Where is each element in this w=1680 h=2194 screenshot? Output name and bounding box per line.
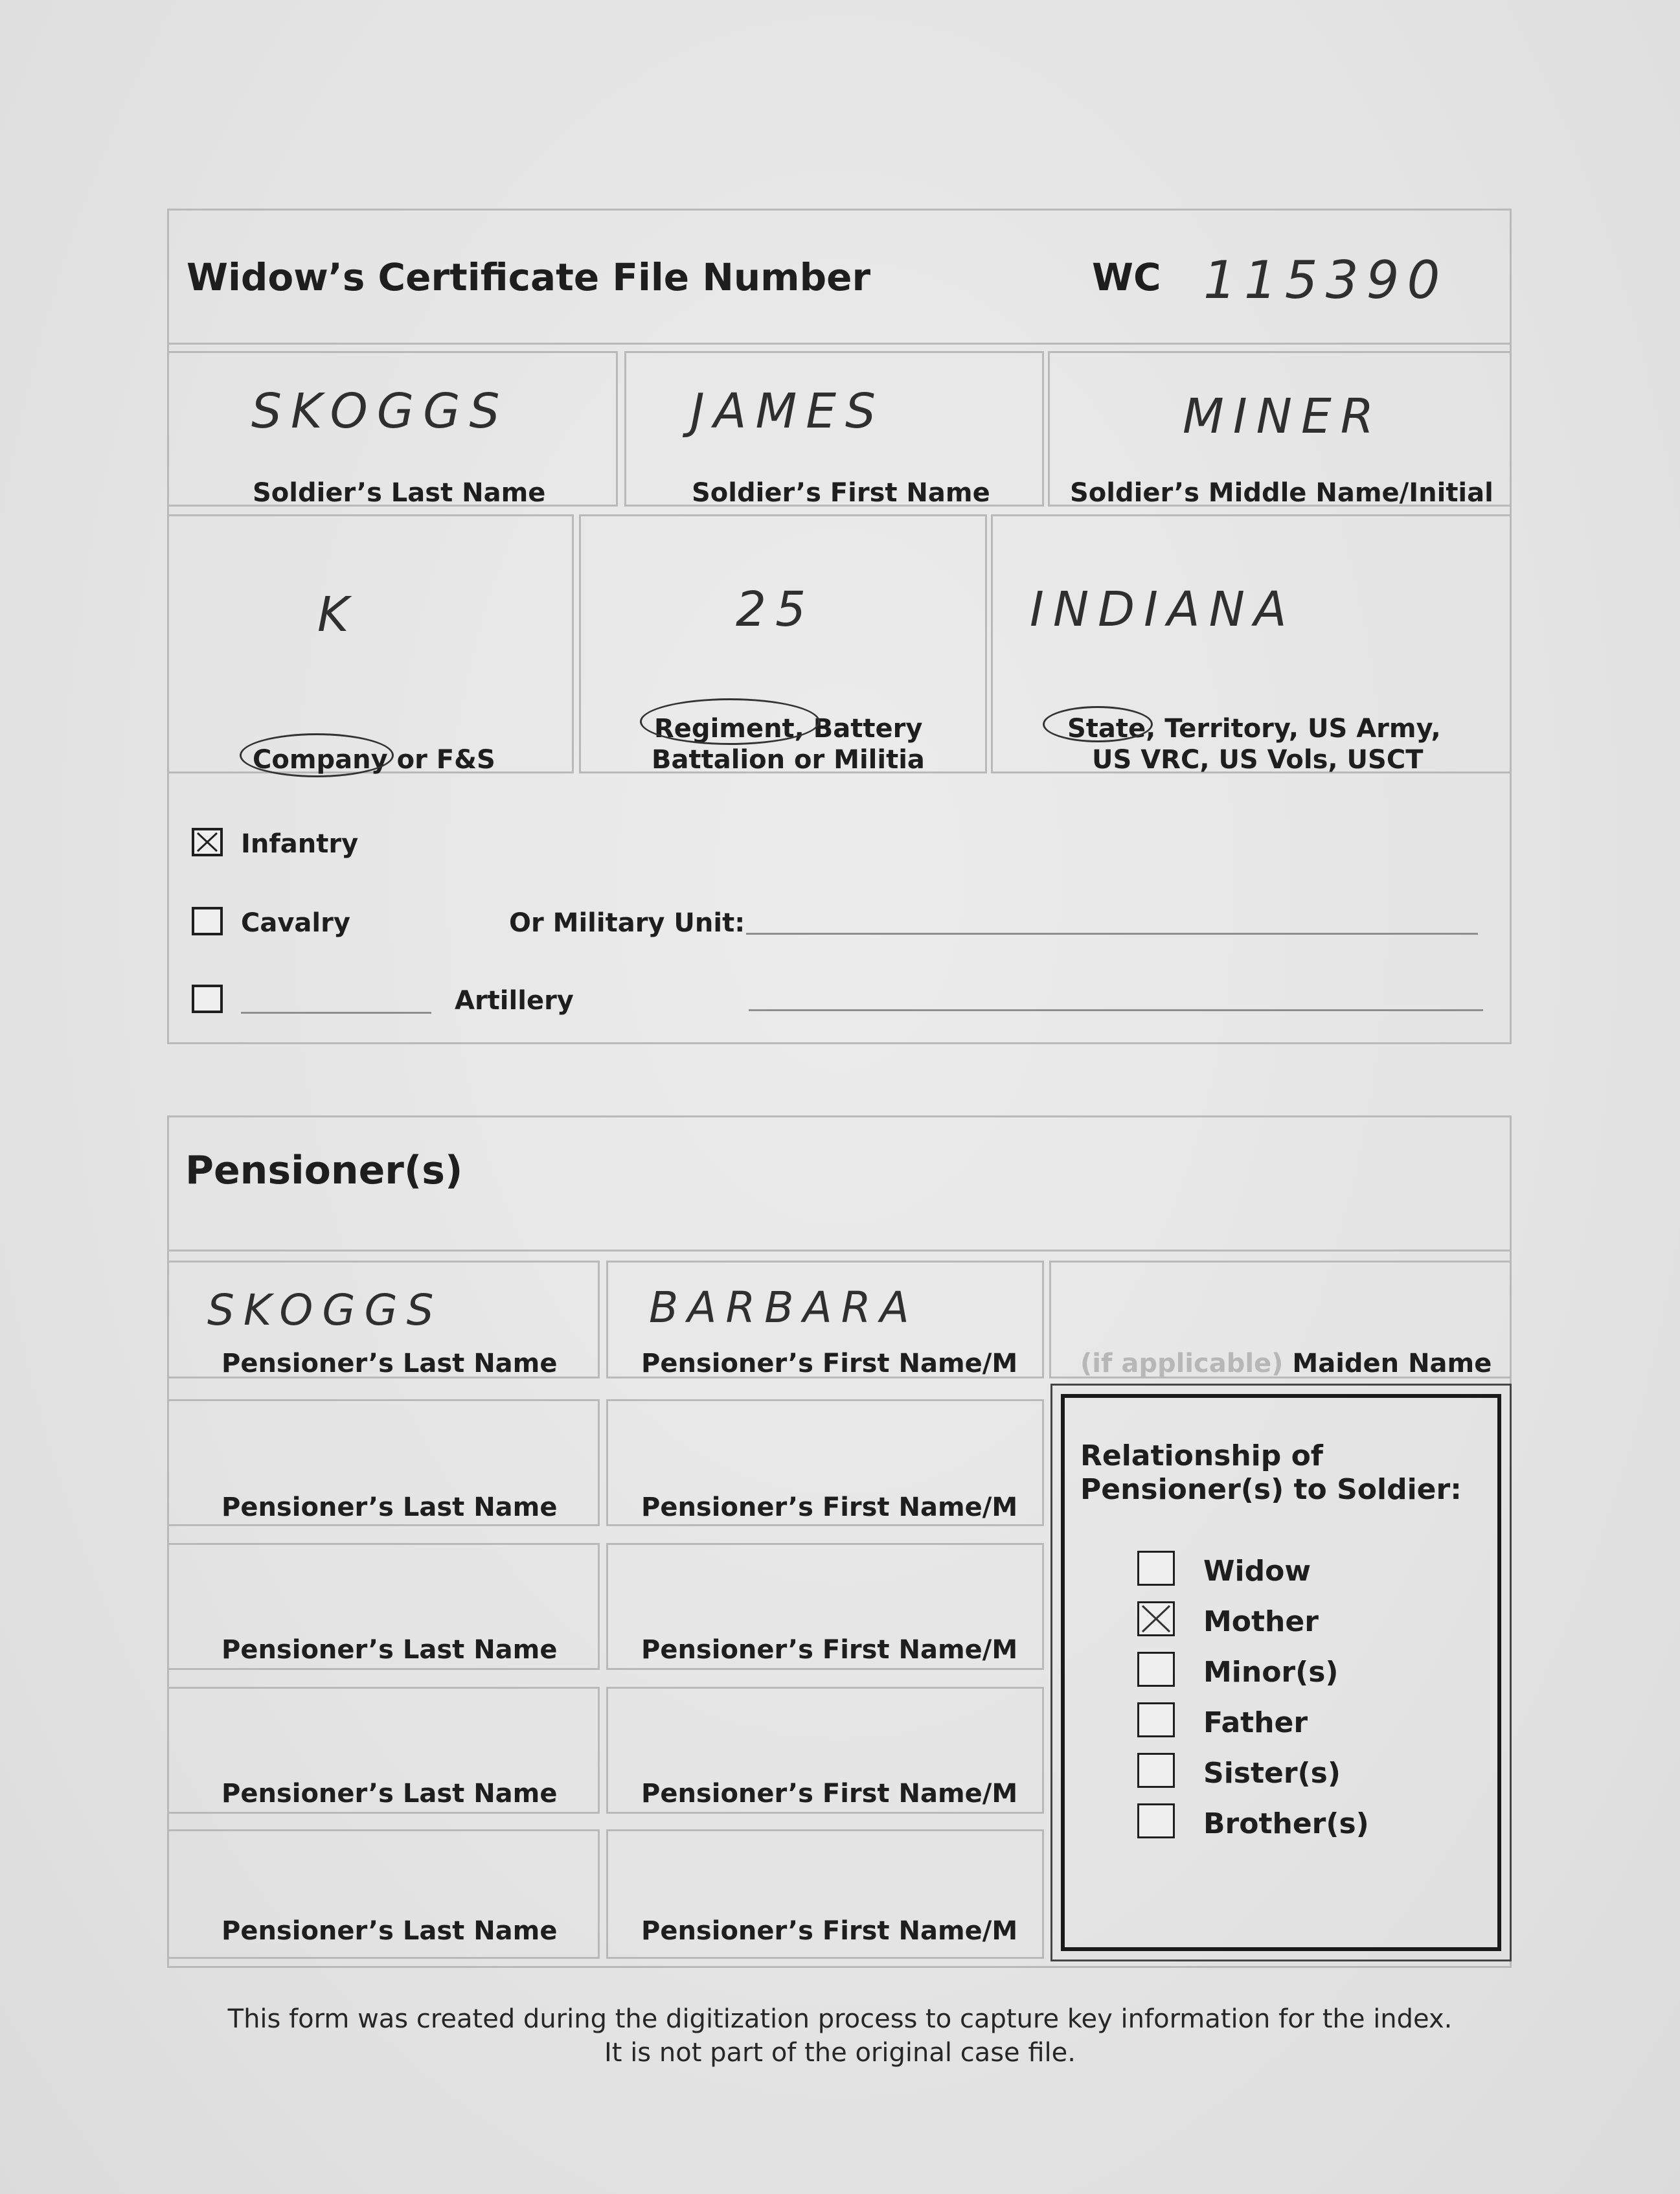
pensioner-row-1-first-label: Pensioner’s First Name/M <box>641 1349 1018 1378</box>
infantry-check-x-icon <box>194 830 220 854</box>
pensioner-row-2-first-label: Pensioner’s First Name/M <box>641 1492 1018 1522</box>
widow-checkbox[interactable] <box>1137 1551 1175 1586</box>
soldier-first-name-label: Soldier’s First Name <box>692 478 990 508</box>
military-unit-line-1[interactable] <box>746 933 1478 935</box>
maiden-name-hint: (if applicable) <box>1080 1349 1284 1378</box>
father-label: Father <box>1203 1706 1308 1739</box>
artillery-type-blank[interactable] <box>241 1012 431 1014</box>
cavalry-checkbox[interactable] <box>192 907 223 935</box>
brothers-checkbox[interactable] <box>1137 1803 1175 1838</box>
artillery-checkbox[interactable] <box>192 985 223 1013</box>
regiment-value[interactable]: 25 <box>736 582 815 637</box>
pensioner-row-2-last-label: Pensioner’s Last Name <box>221 1492 558 1522</box>
state-label-rest: Territory, US Army, <box>1155 714 1441 744</box>
company-label-circled: Company <box>253 745 388 775</box>
state-circle-mark <box>1043 706 1156 744</box>
widow-label: Widow <box>1203 1555 1311 1588</box>
company-circle-mark <box>240 733 394 777</box>
regiment-circle-mark <box>640 698 820 745</box>
infantry-checkbox[interactable] <box>192 828 223 856</box>
form-title: Widow’s Certificate File Number <box>187 255 871 299</box>
artillery-label: Artillery <box>455 986 574 1016</box>
maiden-name-text: Maiden Name <box>1292 1349 1492 1378</box>
cavalry-label: Cavalry <box>241 908 350 938</box>
father-checkbox[interactable] <box>1137 1702 1175 1737</box>
regiment-label-line2: Battalion or Militia <box>652 745 925 775</box>
military-unit-label: Or Military Unit: <box>509 908 745 938</box>
state-label-circled: State, <box>1067 714 1156 744</box>
soldier-last-name-value[interactable]: SKOGGS <box>251 383 509 439</box>
regiment-label-circled: Regiment, <box>654 714 804 744</box>
company-label-rest: or F&S <box>387 745 495 775</box>
pensioner-section-title: Pensioner(s) <box>185 1148 463 1193</box>
company-value[interactable]: K <box>317 587 358 643</box>
pensioner-row-3-last-label: Pensioner’s Last Name <box>221 1635 558 1665</box>
wc-prefix: WC <box>1092 255 1161 299</box>
soldier-first-name-value[interactable]: JAMES <box>690 383 885 439</box>
sisters-label: Sister(s) <box>1203 1757 1341 1790</box>
minors-checkbox[interactable] <box>1137 1652 1175 1687</box>
relationship-title-line1: Relationship of <box>1080 1439 1323 1472</box>
soldier-middle-name-value[interactable]: MINER <box>1183 389 1383 444</box>
infantry-label: Infantry <box>241 829 359 859</box>
sisters-checkbox[interactable] <box>1137 1753 1175 1788</box>
minors-label: Minor(s) <box>1203 1656 1339 1689</box>
footer-note-line1: This form was created during the digitization process to capture key information for the index. <box>227 2004 1453 2034</box>
regiment-label-rest: Battery <box>804 714 923 744</box>
soldier-middle-name-label: Soldier’s Middle Name/Initial <box>1070 478 1493 508</box>
pensioner-row-1-first-value[interactable]: BARBARA <box>649 1283 918 1332</box>
pensioner-row-1-last-label: Pensioner’s Last Name <box>221 1349 558 1378</box>
state-value[interactable]: INDIANA <box>1030 582 1296 637</box>
brothers-label: Brother(s) <box>1203 1807 1369 1840</box>
mother-checkbox[interactable] <box>1137 1601 1175 1636</box>
state-label-line2: US VRC, US Vols, USCT <box>1092 745 1424 775</box>
mother-label: Mother <box>1203 1605 1319 1638</box>
pensioner-row-4-last-label: Pensioner’s Last Name <box>221 1779 558 1809</box>
soldier-last-name-label: Soldier’s Last Name <box>253 478 546 508</box>
pensioner-row-5-first-label: Pensioner’s First Name/M <box>641 1916 1018 1946</box>
maiden-name-label <box>1080 1349 1492 1378</box>
company-cell[interactable] <box>167 514 574 773</box>
pensioner-row-1-last-value[interactable]: SKOGGS <box>207 1285 443 1335</box>
pensioner-row-4-first-label: Pensioner’s First Name/M <box>641 1779 1018 1809</box>
mother-check-x-icon <box>1139 1603 1173 1634</box>
footer-note-line2: It is not part of the original case file. <box>604 2038 1076 2068</box>
pensioner-row-3-first-label: Pensioner’s First Name/M <box>641 1635 1018 1665</box>
relationship-title-line2: Pensioner(s) to Soldier: <box>1080 1473 1462 1506</box>
wc-number-field[interactable]: 115390 <box>1203 250 1448 310</box>
pensioner-row-5-last-label: Pensioner’s Last Name <box>221 1916 558 1946</box>
military-unit-line-2[interactable] <box>749 1009 1483 1011</box>
